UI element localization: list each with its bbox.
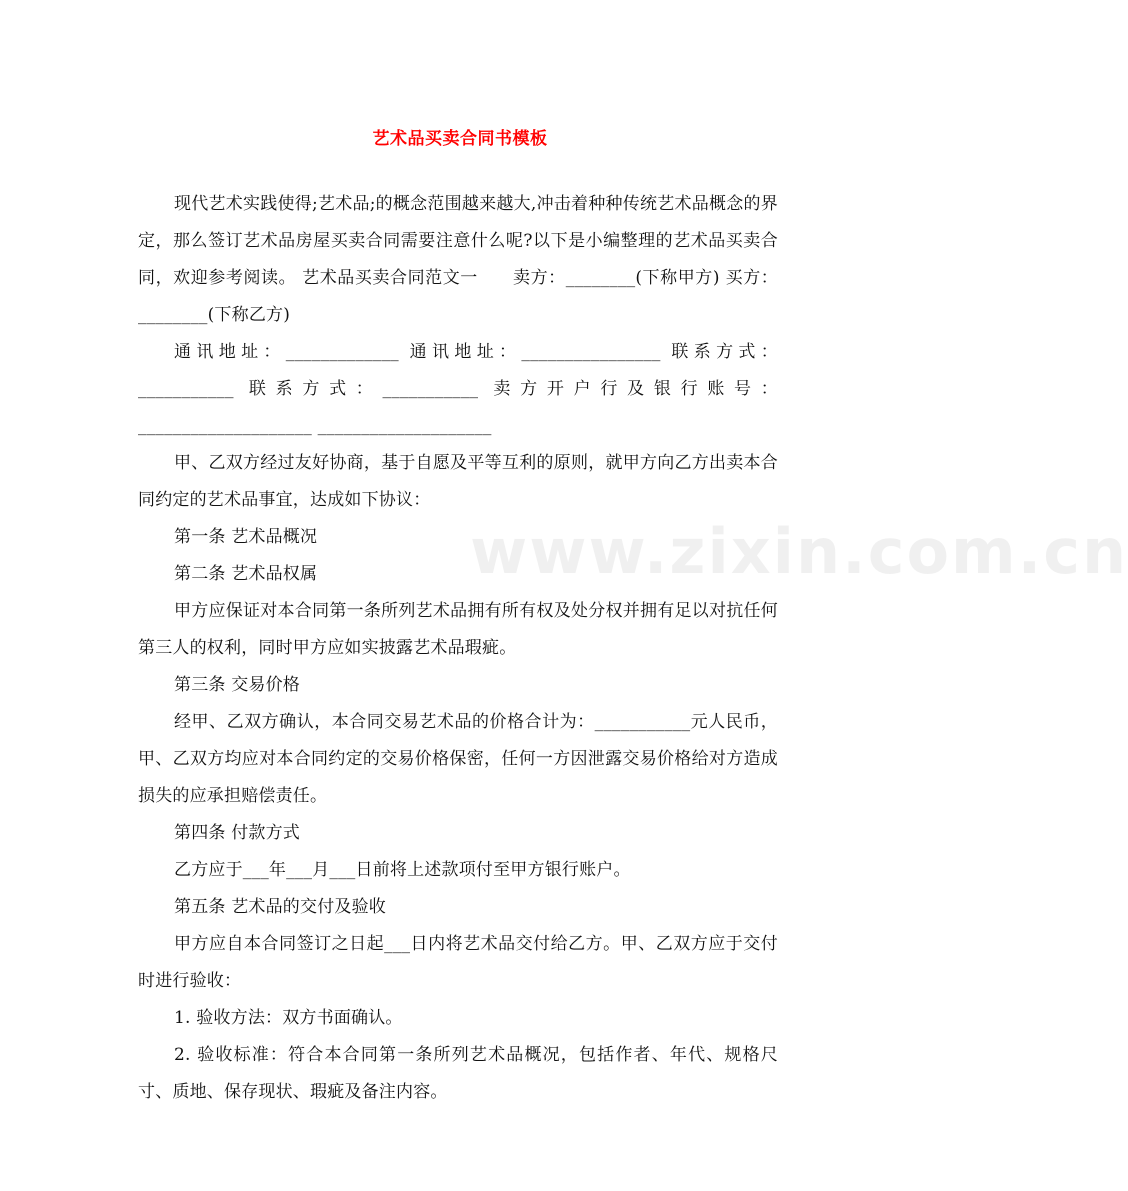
article-1-heading: 第一条 艺术品概况 [174,527,318,547]
article-2-heading: 第二条 艺术品权属 [174,564,318,584]
inspection-method: 1. 验收方法：双方书面确认。 [174,1008,403,1028]
article-4-text: 乙方应于___年___月___日前将上述款项付至甲方银行账户。 [174,860,631,880]
document-body [138,186,778,1111]
article-5-text: 甲方应自本合同签订之日起___日内将艺术品交付给乙方。甲、乙双方应于交付时进行验收： [138,934,778,991]
article-3-heading: 第三条 交易价格 [174,675,301,695]
inspection-standard: 2. 验收标准：符合本合同第一条所列艺术品概况，包括作者、年代、规格尺寸、质地、保存现状、瑕疵及备注内容。 [138,1045,778,1102]
document-title: 艺术品买卖合同书模板 [372,129,548,149]
article-5-heading: 第五条 艺术品的交付及验收 [174,897,387,917]
agreement-paragraph: 甲、乙双方经过友好协商，基于自愿及平等互利的原则，就甲方向乙方出卖本合同约定的艺术品事宜，达成如下协议： [138,453,778,510]
article-4-heading: 第四条 付款方式 [174,823,301,843]
intro-paragraph: 现代艺术实践使得;艺术品;的概念范围越来越大,冲击着种种传统艺术品概念的界定，那么签订艺术品房屋买卖合同需要注意什么呢?以下是小编整理的艺术品买卖合同，欢迎参考阅读。 艺术品买卖合同范文一 卖方：________(下称甲方) 买方：________(下称乙方) [138,194,778,325]
watermark: www.zixin.com.cn [470,515,1128,588]
contact-info-paragraph: 通讯地址：_____________ 通讯地址：________________ 联系方式：___________ 联系方式：___________ 卖方开户行及银行账号：____________________ ____________________ [138,342,778,436]
article-3-text: 经甲、乙双方确认，本合同交易艺术品的价格合计为：___________元人民币，甲、乙双方均应对本合同约定的交易价格保密，任何一方因泄露交易价格给对方造成损失的应承担赔偿责任。 [138,712,778,806]
article-2-text: 甲方应保证对本合同第一条所列艺术品拥有所有权及处分权并拥有足以对抗任何第三人的权利，同时甲方应如实披露艺术品瑕疵。 [138,601,778,658]
